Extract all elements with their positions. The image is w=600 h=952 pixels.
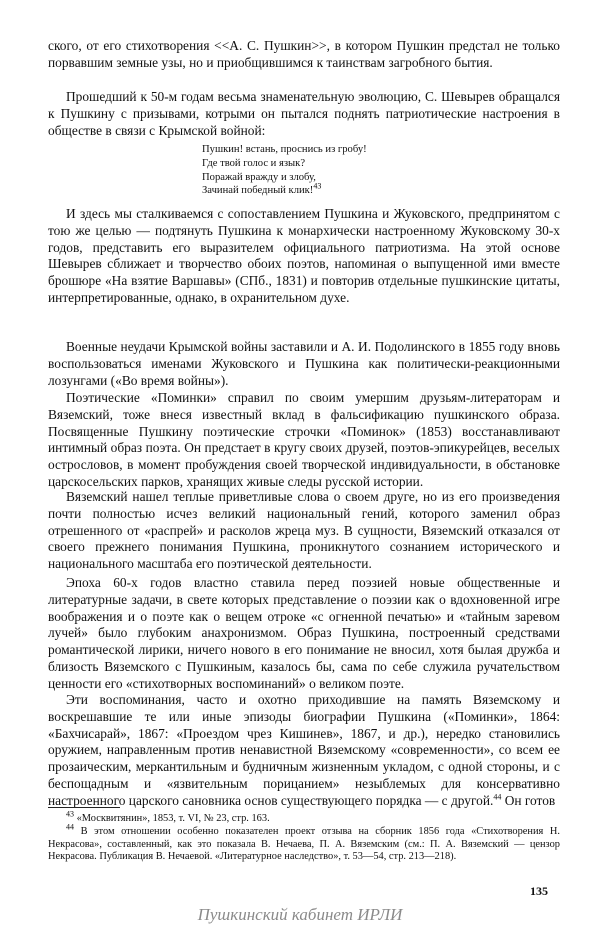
paragraph-7: Эпоха 60-х годов властно ставила перед поэзией новые общественные и литературные задачи, в свете которых представление о поэзии как о вдохновенной игре воображения и о поэте как о вещем отроке «с огненной печатью» и «тайным заревом лучей» было глубоким анахронизмом. Образ Пушкина, построенный средствами романтической лирики, ничего нового в его понимание не вносил, хотя былая дружба и близость Вяземского с Пушкиным, казалось бы, сама по себе служила ручательством ценности его «стихотворных воспоминаний» о великом поэте. (48, 575, 560, 691)
footnote-number: 44 (66, 822, 74, 832)
footnote-ref-43: 43 (313, 181, 322, 191)
footnote-text: В этом отношении особенно показателен проект отзыва на сборник 1856 года «Стихотворения Н. Некрасова», составленный, как это показала В. Нечаева, П. А. Вяземским (см.: П. А. Вяземский — цензор Некрасова. Публикация В. Нечаевой. «Литературное наследство», т. 53—54, стр. 213—218). (48, 826, 560, 863)
paragraph-5: Поэтические «Поминки» справил по своим умершим друзьям-литераторам и Вяземский, тоже внеся известный вклад в фальсификацию пушкинского образа. Посвященные Пушкину поэтические строчки «Поминок» (1853) восстанавливают интимный образ поэта. Он предстает в кругу своих друзей, поэтов-эпикурейцев, веселых острословов, в момент пробуждения своей творческой индивидуальности, в обстановке царскосельских парков, хранящих живые следы русской истории. (48, 390, 560, 489)
footnote-43 (48, 809, 560, 826)
verse-line: Где твой голос и язык? (202, 157, 306, 169)
paragraph-8-tail: Он готов (501, 792, 556, 808)
paragraph-8-text: Эти воспоминания, часто и охотно приходившие на память Вяземскому и воскрешавшие те или иные эпизоды биографии Пушкина («Поминки», 1864: «Бахчисарай», 1867: «Проездом чрез Кишинев», 1867, и др.), нередко становились оружием, направленным против ненавистной Вяземскому «современности», со всем ее прозаическим, меркантильным и будничным жизненным укладом, с одной стороны, и с беспощадным и «язвительным порицанием» незыблемых для консервативно настроенного царского сановника основ существующего порядка — с другой. (48, 692, 560, 808)
paragraph-3: И здесь мы сталкиваемся с сопоставлением Пушкина и Жуковского, предпринятом с тою же целью — подтянуть Пушкина к монархически настроенному Жуковскому 30-х годов, представить его выразителем официального патриотизма. На этой основе Шевырев сближает и творчество обоих поэтов, напоминая о выпущенной ими вместе брошюре «На взятие Варшавы» (СПб., 1831) и повторив отдельные пушкинские цитаты, интерпретированные, однако, в охранительном духе. (48, 206, 560, 305)
page-number: 135 (530, 884, 548, 898)
footnote-divider (48, 807, 120, 808)
paragraph-4: Военные неудачи Крымской войны заставили и А. И. Подолинского в 1855 году вновь воспользоваться именами Жуковского и Пушкина как политически-реакционными лозунгами («Во время войны»). (48, 339, 560, 388)
library-stamp: Пушкинский кабинет ИРЛИ (197, 905, 403, 924)
footnote-text: «Москвитянин», 1853, т. VI, № 23, стр. 163. (76, 813, 270, 824)
paragraph-6: Вяземский нашел теплые приветливые слова о своем друге, но из его произведения почти полностью исчез великий национальный гений, которого заменил образ отрешенного от «распрей» и расколов жреца муз. В сущности, Вяземский отказался от своего прежнего понимания Пушкина, проникнутого сознанием исторического и национального масштаба его поэтической деятельности. (48, 489, 560, 572)
verse-line: Пушкин! встань, проснись из гробу! (202, 144, 367, 155)
verse-quote (202, 143, 482, 198)
verse-line-text: Зачинай победный клик! (202, 185, 314, 197)
verse-line (202, 181, 482, 198)
footnote-ref-44: 44 (493, 792, 502, 802)
paragraph-8 (48, 692, 560, 810)
footnote-44 (48, 822, 560, 864)
paragraph-2: Прошедший к 50-м годам весьма знаменательную эволюцию, С. Шевырев обращался к Пушкину с призывами, котрыми он пытался поднять патриотические настроения в обществе в связи с Крымской войной: (48, 89, 560, 138)
verse-line: Поражай вражду и злобу, (202, 171, 316, 183)
paragraph-1: ского, от его стихотворения <<А. С. Пушкин>>, в котором Пушкин предстал не только порвавшим земные узы, но и приобщившимся к таинствам загробного бытия. (48, 38, 560, 70)
footnote-number: 43 (66, 809, 74, 819)
